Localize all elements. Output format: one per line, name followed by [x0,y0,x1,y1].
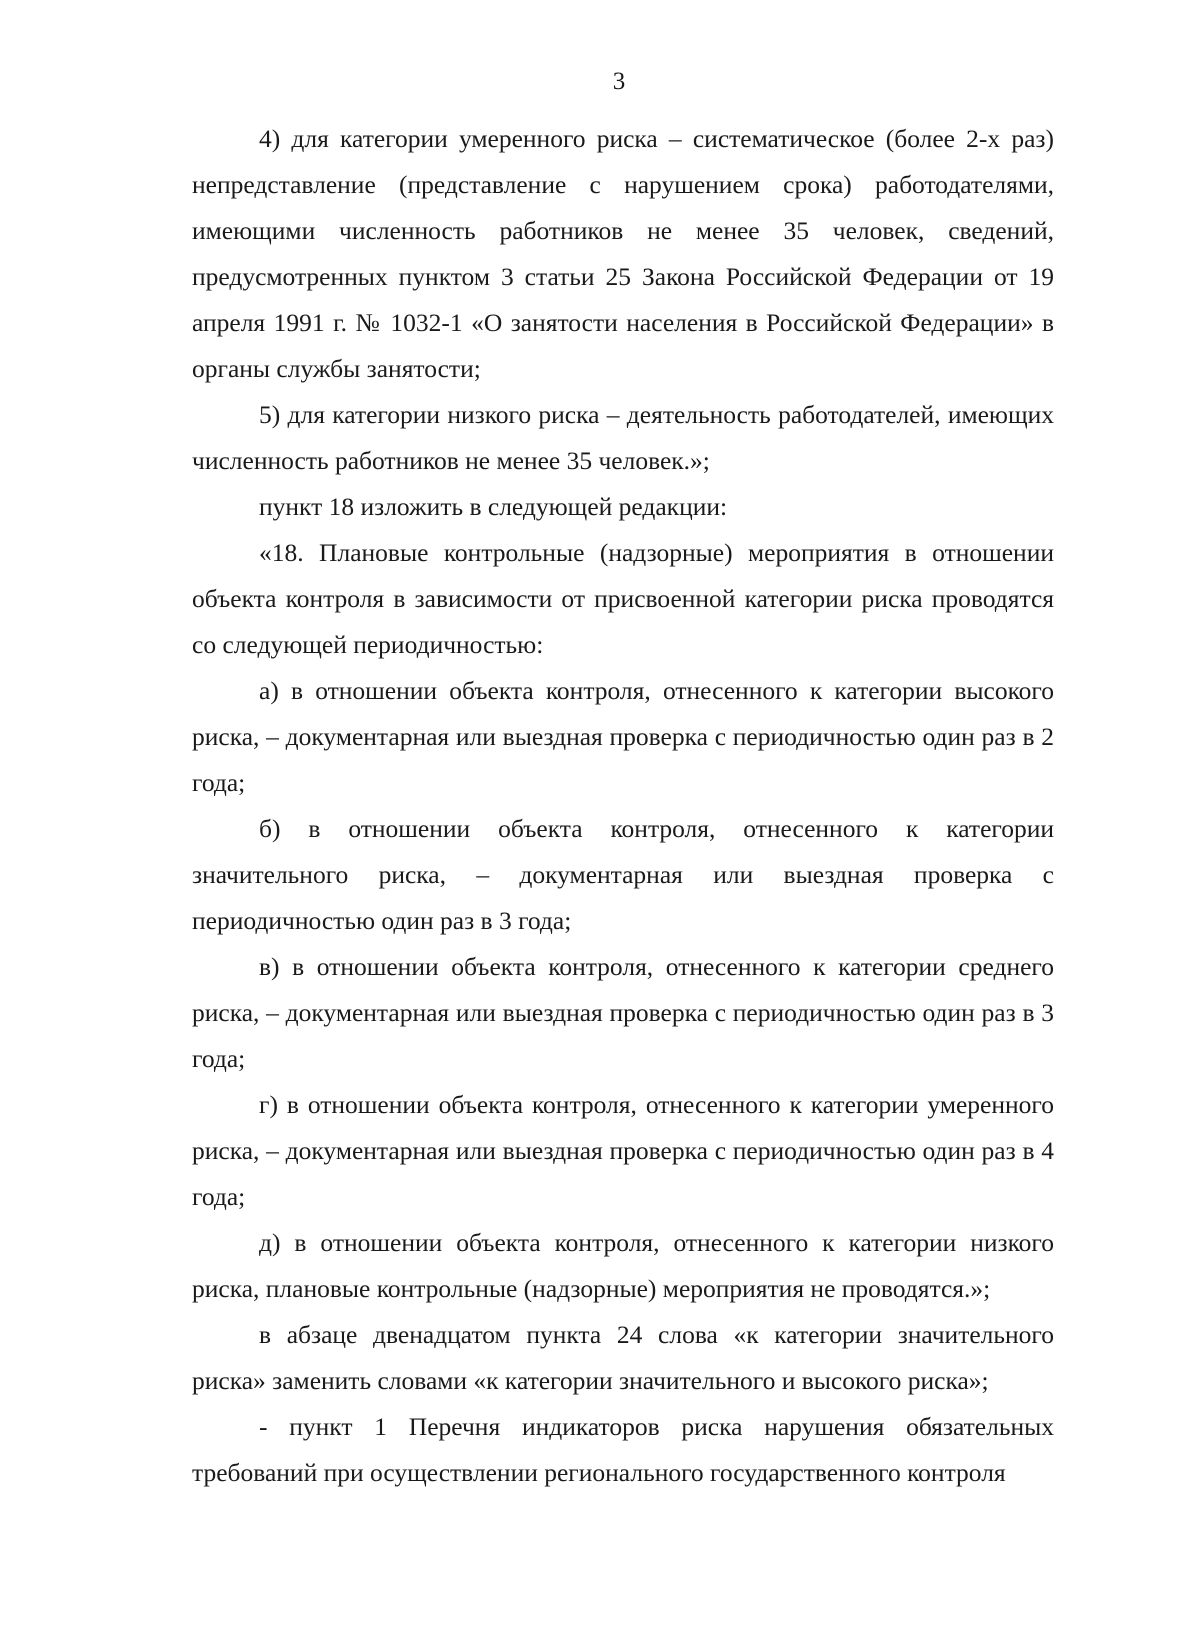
paragraph-clause-24: в абзаце двенадцатом пункта 24 слова «к категории значительного риска» заменить словами «к категории значительного и высокого риска»; [192,1320,1054,1395]
paragraph-clause-18: «18. Плановые контрольные (надзорные) мероприятия в отношении объекта контроля в зависимости от присвоенной категории риска проводятся со следующей периодичностью: [192,538,1054,659]
document-body [192,116,1054,1496]
paragraph-subitem-a: а) в отношении объекта контроля, отнесенного к категории высокого риска, – документарная или выездная проверка с периодичностью один раз в 2 года; [192,676,1054,797]
paragraph-item-5: 5) для категории низкого риска – деятельность работодателей, имеющих численность работников не менее 35 человек.»; [192,400,1054,475]
paragraph-clause-18-intro: пункт 18 изложить в следующей редакции: [259,492,728,521]
paragraph-subitem-g: г) в отношении объекта контроля, отнесенного к категории умеренного риска, – документарная или выездная проверка с периодичностью один раз в 4 года; [192,1090,1054,1211]
paragraph-item-4: 4) для категории умеренного риска – систематическое (более 2-х раз) непредставление (представление с нарушением срока) работодателями, имеющими численность работников не менее 35 человек, сведений, предусмотренных пунктом 3 статьи 25 Закона Российской Федерации от 19 апреля 1991 г. № 1032-1 «О занятости населения в Российской Федерации» в органы службы занятости; [192,124,1054,383]
paragraph-subitem-v: в) в отношении объекта контроля, отнесенного к категории среднего риска, – документарная или выездная проверка с периодичностью один раз в 3 года; [192,952,1054,1073]
paragraph-subitem-b: б) в отношении объекта контроля, отнесенного к категории значительного риска, – документарная или выездная проверка с периодичностью один раз в 3 года; [192,814,1054,935]
paragraph-subitem-d: д) в отношении объекта контроля, отнесенного к категории низкого риска, плановые контрольные (надзорные) мероприятия не проводятся.»; [192,1228,1054,1303]
paragraph-indicators-list: - пункт 1 Перечня индикаторов риска нарушения обязательных требований при осуществлении регионального государственного контроля [192,1412,1054,1487]
page-number: 3 [612,68,626,95]
